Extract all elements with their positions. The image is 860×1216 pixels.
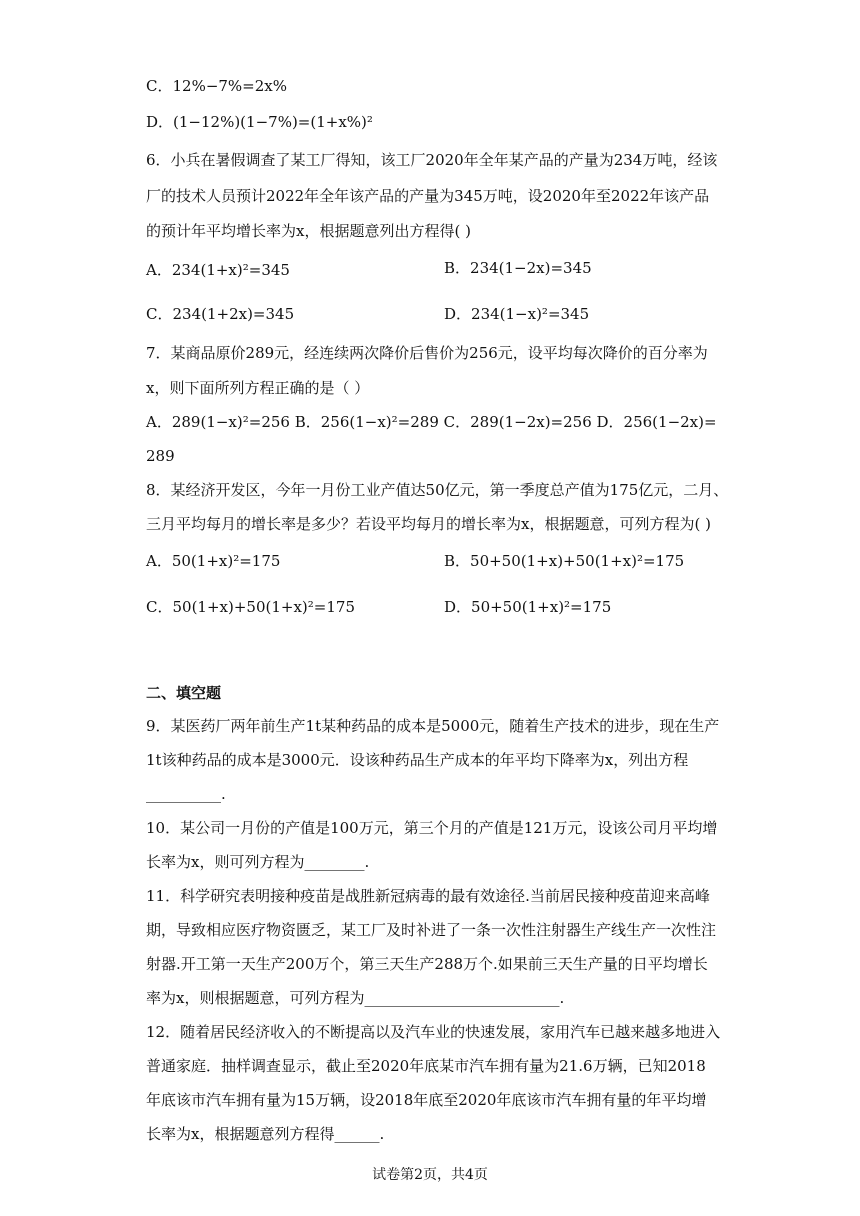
q6-stem-line2: 厂的技术人员预计2022年全年该产品的产量为345万吨，设2020年至2022年该产品 [146, 187, 710, 205]
q8-stem-line2: 三月平均每月的增长率是多少？若设平均每月的增长率为x，根据题意，可列方程为( ) [146, 515, 711, 533]
q12-stem-line3: 年底该市汽车拥有量为15万辆，设2018年底至2020年底该市汽车拥有量的年平均增 [146, 1091, 707, 1109]
q10-stem-line1: 10．某公司一月份的产值是100万元，第三个月的产值是121万元，设该公司月平均增 [146, 819, 718, 837]
q6-option-a: A．234(1+x)²=345 [146, 261, 290, 279]
q11-stem-line2: 期，导致相应医疗物资匮乏，某工厂及时补进了一条一次性注射器生产线生产一次性注 [146, 921, 717, 939]
q7-options-wrap: 289 [146, 447, 175, 465]
q12-stem-line1: 12．随着居民经济收入的不断提高以及汽车业的快速发展，家用汽车已越来越多地进入 [146, 1023, 721, 1041]
q5-option-d: D．(1−12%)(1−7%)=(1+x%)² [146, 113, 373, 131]
q12-stem-line2: 普通家庭．抽样调查显示，截止至2020年底某市汽车拥有量为21.6万辆，已知2018 [146, 1057, 706, 1075]
q6-option-d: D．234(1−x)²=345 [444, 305, 590, 323]
q11-stem-line3: 射器.开工第一天生产200万个，第三天生产288万个.如果前三天生产量的日平均增长 [146, 955, 708, 973]
q12-stem-line4: 长率为x，根据题意列方程得______. [146, 1125, 385, 1143]
q8-option-a: A．50(1+x)²=175 [146, 552, 281, 570]
q7-stem-line1: 7．某商品原价289元，经连续两次降价后售价为256元，设平均每次降价的百分率为 [146, 344, 708, 362]
q10-stem-line2: 长率为x，则可列方程为________. [146, 853, 370, 871]
q9-answer-blank: __________. [146, 785, 226, 803]
q11-stem-line1: 11．科学研究表明接种疫苗是战胜新冠病毒的最有效途径.当前居民接种疫苗迎来高峰 [146, 887, 710, 905]
q8-option-d: D．50+50(1+x)²=175 [444, 598, 612, 616]
q7-stem-line2: x，则下面所列方程正确的是（ ） [146, 379, 370, 397]
q5-option-c: C．12%−7%=2x% [146, 77, 288, 95]
q7-options-line: A．289(1−x)²=256 B．256(1−x)²=289 C．289(1−2x)=256 D．256(1−2x)= [146, 413, 717, 431]
q11-stem-line4: 率为x，则根据题意，可列方程为__________________________. [146, 989, 565, 1007]
q6-stem-line1: 6．小兵在暑假调查了某工厂得知，该工厂2020年全年某产品的产量为234万吨，经该 [146, 151, 718, 169]
section-heading-fill-in: 二、填空题 [146, 684, 222, 702]
q6-stem-line3: 的预计年平均增长率为x，根据题意列出方程得( ) [146, 222, 471, 240]
q9-stem-line2: 1t该种药品的成本是3000元．设该种药品生产成本的年平均下降率为x，列出方程 [146, 751, 689, 769]
q8-option-c: C．50(1+x)+50(1+x)²=175 [146, 598, 355, 616]
q8-stem-line1: 8．某经济开发区，今年一月份工业产值达50亿元，第一季度总产值为175亿元，二月、 [146, 481, 729, 499]
q6-option-b: B．234(1−2x)=345 [444, 259, 592, 277]
q8-option-b: B．50+50(1+x)+50(1+x)²=175 [444, 552, 685, 570]
page-footer: 试卷第2页，共4页 [372, 1167, 488, 1183]
q6-option-c: C．234(1+2x)=345 [146, 305, 295, 323]
q9-stem-line1: 9．某医药厂两年前生产1t某种药品的成本是5000元，随着生产技术的进步，现在生产 [146, 717, 720, 735]
